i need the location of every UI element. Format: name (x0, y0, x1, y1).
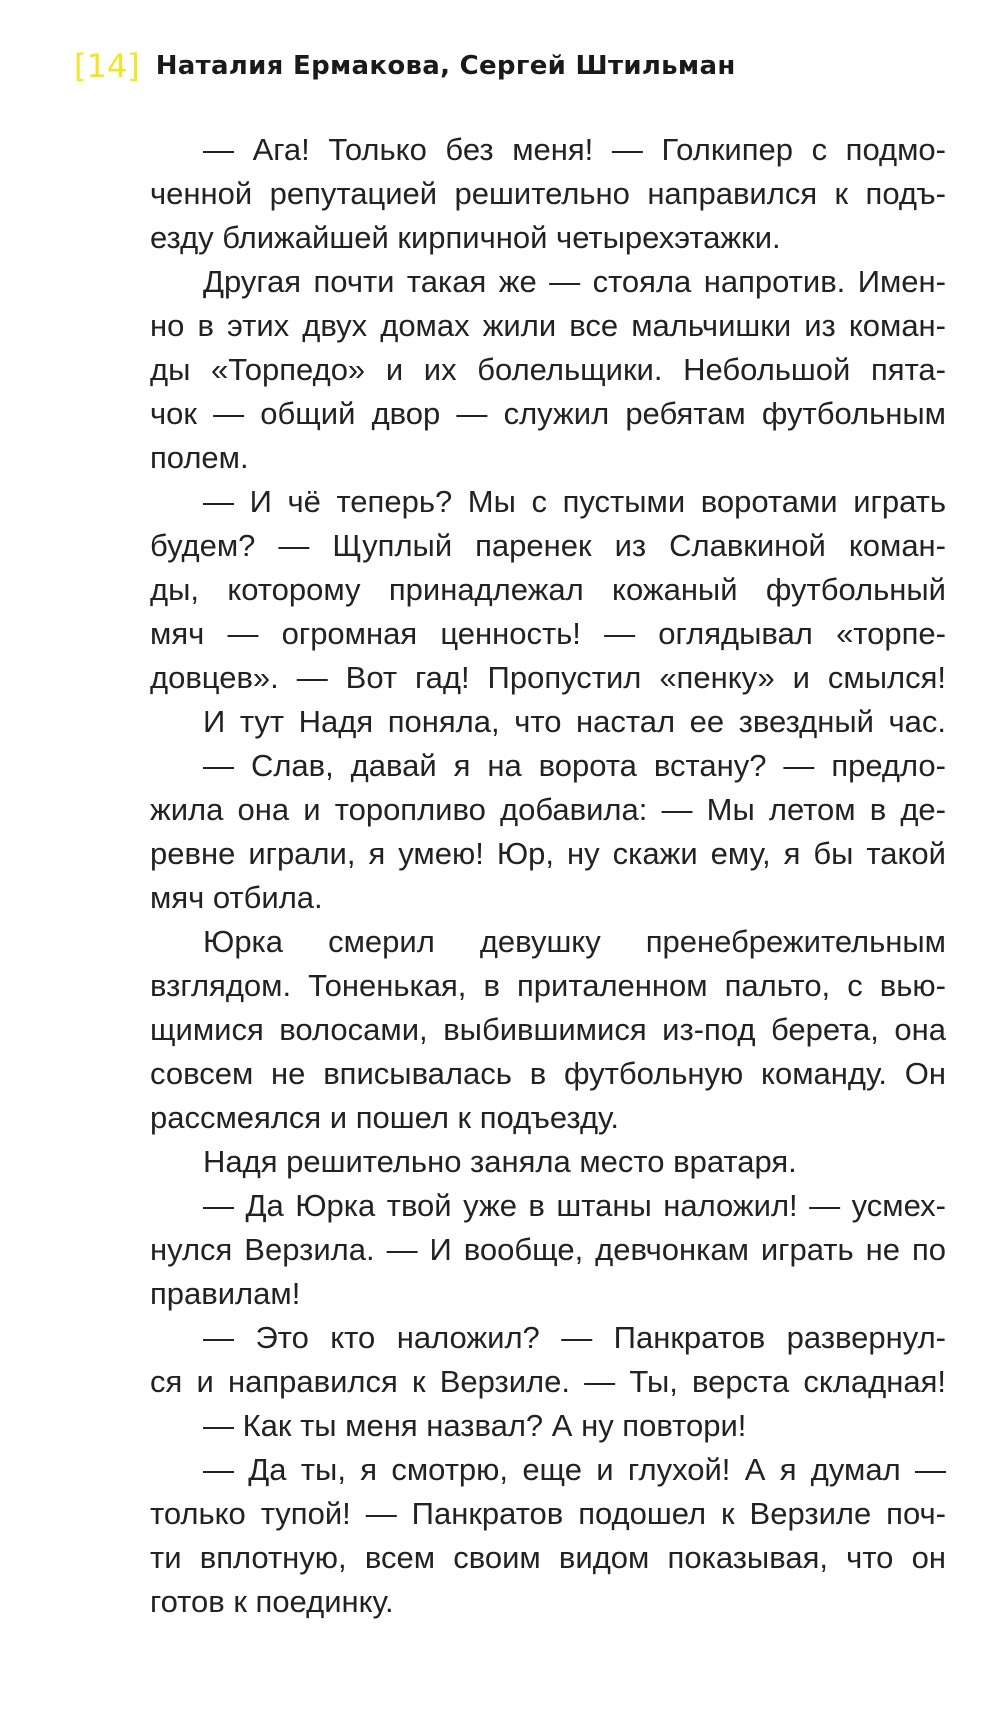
page-number: [14] (74, 47, 140, 85)
text-line: полем. (150, 440, 249, 475)
text-line: езду ближайшей кирпичной четырехэтажки. (150, 220, 781, 255)
text-line: щимися волосами, выбившимися из-под берета, она (150, 1012, 946, 1047)
text-line: Другая почти такая же — стояла напротив. Имен- (203, 264, 946, 299)
text-line: — Да Юрка твой уже в штаны наложил! — усмех- (203, 1188, 946, 1223)
text-line: И тут Надя поняла, что настал ее звездный час. (203, 704, 946, 739)
body-text (150, 128, 946, 1624)
text-line: Надя решительно заняла место вратаря. (203, 1144, 797, 1179)
text-line: довцев». — Вот гад! Пропустил «пенку» и смылся! (150, 660, 946, 695)
text-line: ды «Торпедо» и их болельщики. Небольшой пята- (150, 352, 946, 387)
text-line: ды, которому принадлежал кожаный футбольный (150, 572, 946, 607)
text-line: — И чё теперь? Мы с пустыми воротами играть (203, 484, 946, 519)
text-line: — Да ты, я смотрю, еще и глухой! А я думал — (203, 1452, 946, 1487)
text-line: но в этих двух домах жили все мальчишки из коман- (150, 308, 946, 343)
text-line: только тупой! — Панкратов подошел к Верзиле поч- (150, 1496, 946, 1531)
text-line: — Это кто наложил? — Панкратов развернул- (203, 1320, 946, 1355)
text-line: Юрка смерил девушку пренебрежительным (203, 924, 946, 959)
text-line: будем? — Щуплый паренек из Славкиной коман- (150, 528, 946, 563)
text-line: готов к поединку. (150, 1584, 394, 1619)
text-line: — Ага! Только без меня! — Голкипер с подмо- (203, 132, 946, 167)
text-line: рассмеялся и пошел к подъезду. (150, 1100, 620, 1135)
text-line: правилам! (150, 1276, 301, 1311)
text-line: — Как ты меня назвал? А ну повтори! (203, 1408, 747, 1443)
text-line: мяч отбила. (150, 880, 323, 915)
running-header-authors: Наталия Ермакова, Сергей Штильман (155, 51, 736, 81)
text-line: ся и направился к Верзиле. — Ты, верста складная! (150, 1364, 946, 1399)
text-line: жила она и торопливо добавила: — Мы летом в де- (150, 792, 946, 827)
text-line: нулся Верзила. — И вообще, девчонкам играть не по (150, 1232, 946, 1267)
text-line: ревне играли, я умею! Юр, ну скажи ему, я бы такой (150, 836, 946, 871)
text-line: совсем не вписывалась в футбольную команду. Он (150, 1056, 946, 1091)
text-line: — Слав, давай я на ворота встану? — предло- (203, 748, 946, 783)
running-header (74, 44, 736, 88)
text-line: мяч — огромная ценность! — оглядывал «торпе- (150, 616, 946, 651)
text-line: взглядом. Тоненькая, в приталенном пальто, с вью- (150, 968, 946, 1003)
text-line: ченной репутацией решительно направился к подъ- (150, 176, 946, 211)
text-line: чок — общий двор — служил ребятам футбольным (150, 396, 946, 431)
text-line: ти вплотную, всем своим видом показывая, что он (150, 1540, 946, 1575)
